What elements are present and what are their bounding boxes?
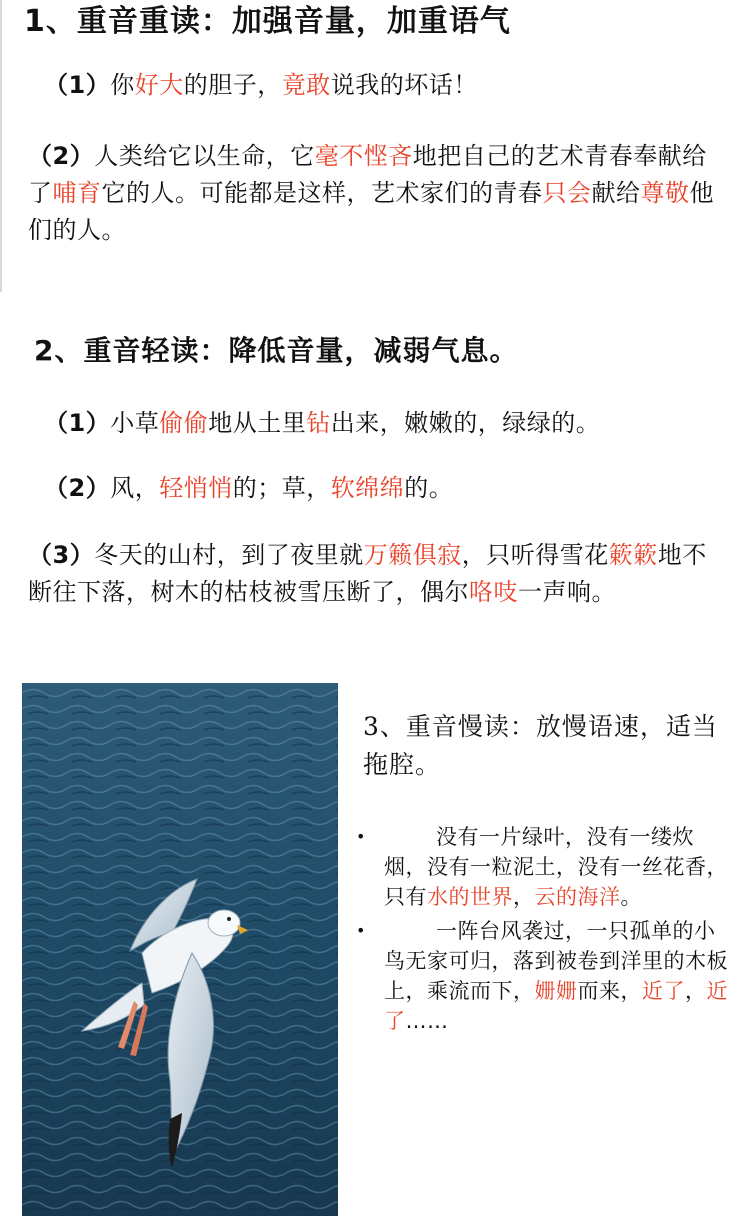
text-run: 地不断往下落，树木的枯枝被雪压断了，偶尔 (28, 541, 707, 606)
stressed-word: 轻悄悄 (159, 474, 233, 502)
text-run: 出来，嫩嫩的，绿绿的。 (330, 409, 601, 437)
text-run: 小草 (110, 409, 160, 437)
text-run: 人类给它以生命，它 (94, 142, 315, 170)
section-2-item-3 (28, 537, 728, 611)
stressed-word: 近了 (642, 979, 685, 1003)
section-3-heading: 3、重音慢读：放慢语速，适当拖腔。 (363, 712, 718, 779)
list-item (356, 916, 736, 1036)
text-run: 它的人。可能都是这样，艺术家们的青春 (101, 179, 543, 207)
stressed-word: 姗姗 (534, 979, 578, 1003)
stressed-word: 云的海洋 (534, 885, 621, 909)
stressed-word: 万籁俱寂 (363, 541, 462, 569)
text-run: 冬天的山村，到了夜里就 (94, 541, 364, 569)
item-number: （3） (28, 541, 95, 569)
text-run: 你 (110, 71, 135, 99)
stressed-word: 咯吱 (469, 578, 518, 606)
text-run: 而来， (577, 979, 642, 1003)
stressed-word: 尊敬 (640, 179, 690, 207)
text-run: 的胆子， (183, 71, 282, 99)
item-number: （2） (28, 142, 95, 170)
section-3-bullet-list (356, 822, 736, 1040)
text-run: 他们的人。 (28, 179, 714, 244)
item-number: （2） (44, 474, 111, 502)
text-run: 的。 (404, 474, 454, 502)
section-1-item-1 (44, 67, 744, 104)
stressed-word: 软绵绵 (330, 474, 405, 502)
section-1-heading: 1、重音重读：加强音量，加重语气 (24, 4, 511, 39)
text-run: 一声响。 (518, 578, 616, 606)
text-run: …… (405, 1009, 449, 1033)
section-1-item-2 (28, 138, 718, 249)
section-2-item-2 (44, 470, 744, 507)
item-number: （1） (44, 409, 111, 437)
text-run: 没有一片绿叶，没有一缕炊烟，没有一粒泥土，没有一丝花香，只有 (384, 825, 728, 909)
stressed-word: 毫不悭吝 (314, 142, 413, 170)
stressed-word: 哺育 (52, 179, 102, 207)
text-run: ， (685, 979, 707, 1003)
stressed-word: 好大 (134, 71, 184, 99)
list-item (356, 822, 736, 912)
stressed-word: 竟敢 (281, 71, 331, 99)
text-run: 说我的坏话！ (330, 71, 478, 99)
text-run: 地从土里 (208, 409, 307, 437)
text-run: 风， (110, 474, 160, 502)
text-run: 一阵台风袭过，一只孤单的小鸟无家可归，落到被卷到洋里的木板上，乘流而下， (384, 919, 728, 1003)
seagull-over-sea-photo (22, 683, 338, 1216)
bullet-dot: • (356, 827, 366, 846)
stressed-word: 钻 (306, 409, 331, 437)
text-run: 地把自己的艺术青春奉献给了 (28, 142, 707, 207)
section-2-heading: 2、重音轻读：降低音量，减弱气息。 (34, 334, 519, 367)
bullet-dot: • (356, 921, 366, 940)
item-number: （1） (44, 71, 111, 99)
stressed-word: 水的世界 (427, 885, 513, 909)
section-2-item-1 (44, 405, 744, 442)
text-run: 的；草， (232, 474, 331, 502)
text-run: ，只听得雪花 (461, 541, 609, 569)
text-run: ， (513, 885, 535, 909)
text-run: 献给 (591, 179, 641, 207)
stressed-word: 簌簌 (608, 541, 658, 569)
stressed-word: 近了 (384, 979, 728, 1033)
section-stress-loud (0, 0, 750, 292)
stressed-word: 偷偷 (159, 409, 209, 437)
text-run: 。 (620, 885, 642, 909)
stressed-word: 只会 (542, 179, 592, 207)
